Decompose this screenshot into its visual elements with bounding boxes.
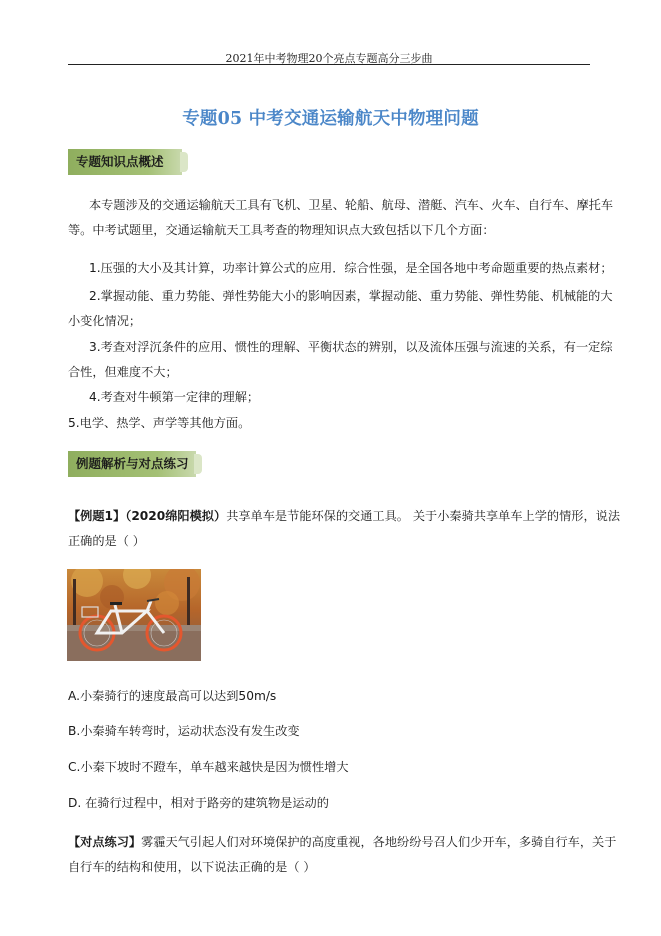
example-stem-1: 共享单车是节能环保的交通工具。 关于小秦骑共享单车上学的情形，说法 [226,509,621,523]
option-c: C.小秦下坡时不蹬车，单车越来越快是因为惯性增大 [68,760,349,774]
example-1 [68,505,621,528]
point-3-line-1: 3.考查对浮沉条件的应用、惯性的理解、平衡状态的辨别，以及流体压强与流速的关系，有一定综 [89,340,613,354]
practice-tag: 【对点练习】 [68,835,142,849]
header-rule [68,64,590,65]
section-tag-examples: 例题解析与对点练习 [68,451,196,477]
practice-stem-1: 雾霾天气引起人们对环境保护的高度重视，各地纷纷号召人们少开车，多骑自行车，关于 [141,835,617,849]
point-2-line-1: 2.掌握动能、重力势能、弹性势能大小的影响因素，掌握动能、重力势能、弹性势能、机械能的大 [89,289,613,303]
practice-stem-2: 自行车的结构和使用，以下说法正确的是（ ） [68,860,316,874]
point-3-line-2: 合性，但难度不大； [68,365,178,379]
point-4: 4.考查对牛顿第一定律的理解； [89,390,260,404]
section-tag-overview: 专题知识点概述 [68,149,182,175]
example-tag: 【例题1】 [68,509,126,523]
page-title: 专题05 中考交通运输航天中物理问题 [182,109,479,129]
page-header: 2021年中考物理20个亮点专题高分三步曲 [225,52,433,65]
option-a: A.小秦骑行的速度最高可以达到50m/s [68,689,277,703]
practice-1 [68,831,617,854]
point-2-line-2: 小变化情况； [68,314,142,328]
bicycle-photo [67,569,201,661]
intro-line-2: 等。中考试题里，交通运输航天工具考查的物理知识点大致包括以下几个方面： [68,223,495,237]
example-stem-2: 正确的是（ ） [68,534,145,548]
point-5: 5.电学、热学、声学等其他方面。 [68,416,251,430]
option-d: D. 在骑行过程中，相对于路旁的建筑物是运动的 [68,796,329,810]
example-source: （2020绵阳模拟） [125,509,227,523]
point-1: 1.压强的大小及其计算，功率计算公式的应用．综合性强，是全国各地中考命题重要的热点素材； [89,261,613,275]
intro-line-1: 本专题涉及的交通运输航天工具有飞机、卫星、轮船、航母、潜艇、汽车、火车、自行车、摩托车 [89,198,614,212]
option-b: B.小秦骑车转弯时，运动状态没有发生改变 [68,724,300,738]
